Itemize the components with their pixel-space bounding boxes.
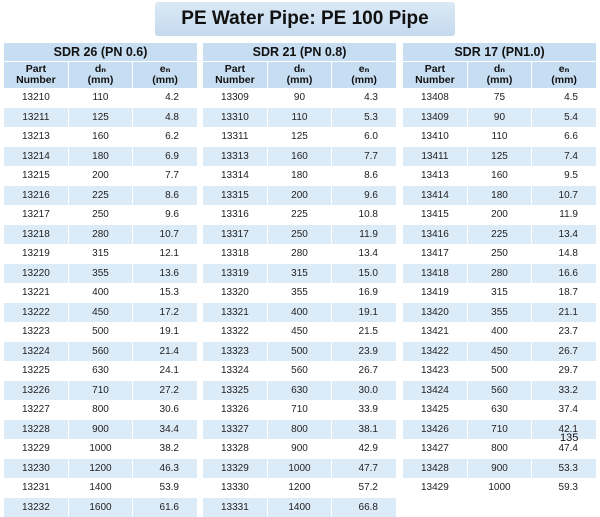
wall-thickness-cell: 30.6: [133, 400, 197, 420]
part-number-cell: 13323: [203, 342, 267, 362]
table-row: [403, 478, 596, 498]
part-number-cell: 13309: [203, 88, 267, 108]
outer-diameter-cell: 250: [267, 225, 331, 245]
outer-diameter-cell: 225: [68, 186, 132, 206]
outer-diameter-cell: 90: [467, 108, 531, 128]
outer-diameter-header: dₙ (mm): [467, 62, 531, 88]
part-number-cell: 13221: [4, 283, 68, 303]
wall-thickness-cell: 19.1: [133, 322, 197, 342]
wall-thickness-cell: 7.7: [332, 147, 396, 167]
table-row: [403, 186, 596, 206]
wall-thickness-cell: 21.4: [133, 342, 197, 362]
wall-thickness-cell: 18.7: [532, 283, 596, 303]
part-number-cell: 13418: [403, 264, 467, 284]
part-number-cell: 13214: [4, 147, 68, 167]
table-body: [203, 88, 396, 517]
table-header-row: [4, 62, 197, 88]
wall-thickness-cell: 46.3: [133, 459, 197, 479]
wall-thickness-cell: 53.3: [532, 459, 596, 479]
outer-diameter-cell: 1000: [467, 478, 531, 498]
table-row: [203, 225, 396, 245]
outer-diameter-cell: 125: [467, 147, 531, 167]
outer-diameter-cell: 450: [467, 342, 531, 362]
table-row: [203, 361, 396, 381]
table-header-row: [403, 62, 596, 88]
table-row: [403, 127, 596, 147]
part-number-cell: 13410: [403, 127, 467, 147]
outer-diameter-cell: 355: [267, 283, 331, 303]
part-number-cell: 13211: [4, 108, 68, 128]
outer-diameter-cell: 125: [267, 127, 331, 147]
table-row: [403, 342, 596, 362]
table-row: [403, 225, 596, 245]
wall-thickness-cell: 6.9: [133, 147, 197, 167]
outer-diameter-cell: 280: [68, 225, 132, 245]
pipe-table: [203, 62, 396, 517]
wall-thickness-cell: 53.9: [133, 478, 197, 498]
wall-thickness-cell: 8.6: [133, 186, 197, 206]
part-number-cell: 13328: [203, 439, 267, 459]
table-row: [203, 498, 396, 517]
wall-thickness-cell: 59.3: [532, 478, 596, 498]
page-title: PE Water Pipe: PE 100 Pipe: [155, 2, 455, 36]
outer-diameter-cell: 225: [267, 205, 331, 225]
part-number-cell: 13229: [4, 439, 68, 459]
outer-diameter-cell: 160: [68, 127, 132, 147]
table-row: [403, 283, 596, 303]
wall-thickness-cell: 8.6: [332, 166, 396, 186]
outer-diameter-cell: 560: [267, 361, 331, 381]
table-row: [403, 205, 596, 225]
part-number-cell: 13416: [403, 225, 467, 245]
part-number-cell: 13409: [403, 108, 467, 128]
outer-diameter-cell: 400: [467, 322, 531, 342]
wall-thickness-cell: 6.2: [133, 127, 197, 147]
outer-diameter-cell: 1600: [68, 498, 132, 517]
outer-diameter-cell: 710: [467, 420, 531, 440]
table-row: [203, 186, 396, 206]
table-row: [203, 400, 396, 420]
table-row: [4, 147, 197, 167]
part-number-cell: 13419: [403, 283, 467, 303]
table-row: [203, 108, 396, 128]
table-row: [4, 420, 197, 440]
part-number-cell: 13213: [4, 127, 68, 147]
wall-thickness-cell: 6.6: [532, 127, 596, 147]
table-row: [403, 244, 596, 264]
outer-diameter-header: dₙ (mm): [68, 62, 132, 88]
wall-thickness-cell: 26.7: [332, 361, 396, 381]
table-row: [203, 264, 396, 284]
part-number-cell: 13220: [4, 264, 68, 284]
wall-thickness-cell: 13.6: [133, 264, 197, 284]
table-row: [403, 400, 596, 420]
outer-diameter-cell: 280: [467, 264, 531, 284]
outer-diameter-cell: 1000: [68, 439, 132, 459]
wall-thickness-cell: 4.3: [332, 88, 396, 108]
wall-thickness-cell: 11.9: [332, 225, 396, 245]
table-row: [4, 303, 197, 323]
part-number-cell: 13324: [203, 361, 267, 381]
wall-thickness-cell: 5.4: [532, 108, 596, 128]
outer-diameter-cell: 250: [467, 244, 531, 264]
table-row: [4, 459, 197, 479]
table-row: [4, 381, 197, 401]
part-number-cell: 13426: [403, 420, 467, 440]
outer-diameter-cell: 710: [68, 381, 132, 401]
outer-diameter-cell: 125: [68, 108, 132, 128]
wall-thickness-cell: 47.7: [332, 459, 396, 479]
outer-diameter-cell: 355: [467, 303, 531, 323]
wall-thickness-cell: 9.6: [133, 205, 197, 225]
wall-thickness-cell: 14.8: [532, 244, 596, 264]
part-number-cell: 13417: [403, 244, 467, 264]
part-number-cell: 13415: [403, 205, 467, 225]
wall-thickness-cell: 11.9: [532, 205, 596, 225]
part-number-header: Part Number: [403, 62, 467, 88]
table-row: [203, 303, 396, 323]
outer-diameter-cell: 1000: [267, 459, 331, 479]
wall-thickness-cell: 23.7: [532, 322, 596, 342]
table-row: [203, 439, 396, 459]
table-row: [403, 381, 596, 401]
table-row: [4, 439, 197, 459]
table-row: [4, 108, 197, 128]
outer-diameter-cell: 400: [267, 303, 331, 323]
table-row: [403, 303, 596, 323]
outer-diameter-cell: 450: [267, 322, 331, 342]
table-row: [4, 225, 197, 245]
outer-diameter-cell: 180: [68, 147, 132, 167]
wall-thickness-cell: 15.3: [133, 283, 197, 303]
wall-thickness-cell: 10.8: [332, 205, 396, 225]
outer-diameter-cell: 500: [467, 361, 531, 381]
wall-thickness-cell: 16.9: [332, 283, 396, 303]
part-number-cell: 13310: [203, 108, 267, 128]
wall-thickness-cell: 10.7: [532, 186, 596, 206]
table-row: [4, 127, 197, 147]
wall-thickness-cell: 42.9: [332, 439, 396, 459]
wall-thickness-header: eₙ (mm): [133, 62, 197, 88]
outer-diameter-cell: 800: [467, 439, 531, 459]
outer-diameter-cell: 500: [68, 322, 132, 342]
part-number-cell: 13230: [4, 459, 68, 479]
wall-thickness-cell: 12.1: [133, 244, 197, 264]
table-panel-sdr17: [403, 43, 596, 498]
outer-diameter-cell: 450: [68, 303, 132, 323]
part-number-cell: 13316: [203, 205, 267, 225]
table-body: [4, 88, 197, 517]
wall-thickness-cell: 34.4: [133, 420, 197, 440]
outer-diameter-cell: 900: [68, 420, 132, 440]
table-row: [203, 283, 396, 303]
wall-thickness-cell: 4.2: [133, 88, 197, 108]
part-number-cell: 13420: [403, 303, 467, 323]
outer-diameter-cell: 800: [267, 420, 331, 440]
table-row: [203, 381, 396, 401]
part-number-cell: 13231: [4, 478, 68, 498]
wall-thickness-cell: 6.0: [332, 127, 396, 147]
wall-thickness-cell: 17.2: [133, 303, 197, 323]
outer-diameter-cell: 710: [267, 400, 331, 420]
table-heading: SDR 26 (PN 0.6): [4, 43, 197, 62]
part-number-cell: 13321: [203, 303, 267, 323]
wall-thickness-cell: 9.5: [532, 166, 596, 186]
table-row: [203, 478, 396, 498]
part-number-cell: 13421: [403, 322, 467, 342]
part-number-cell: 13331: [203, 498, 267, 517]
part-number-cell: 13429: [403, 478, 467, 498]
table-row: [403, 361, 596, 381]
part-number-cell: 13215: [4, 166, 68, 186]
outer-diameter-cell: 630: [267, 381, 331, 401]
table-row: [403, 166, 596, 186]
outer-diameter-cell: 160: [467, 166, 531, 186]
part-number-cell: 13411: [403, 147, 467, 167]
part-number-cell: 13424: [403, 381, 467, 401]
wall-thickness-cell: 33.2: [532, 381, 596, 401]
outer-diameter-cell: 800: [68, 400, 132, 420]
table-heading: SDR 17 (PN1.0): [403, 43, 596, 62]
part-number-cell: 13225: [4, 361, 68, 381]
outer-diameter-cell: 90: [267, 88, 331, 108]
page-number: 135: [560, 432, 578, 444]
part-number-cell: 13428: [403, 459, 467, 479]
wall-thickness-cell: 10.7: [133, 225, 197, 245]
table-heading: SDR 21 (PN 0.8): [203, 43, 396, 62]
part-number-cell: 13219: [4, 244, 68, 264]
part-number-cell: 13224: [4, 342, 68, 362]
part-number-cell: 13322: [203, 322, 267, 342]
part-number-cell: 13226: [4, 381, 68, 401]
outer-diameter-cell: 315: [267, 264, 331, 284]
wall-thickness-cell: 21.1: [532, 303, 596, 323]
wall-thickness-cell: 30.0: [332, 381, 396, 401]
wall-thickness-cell: 42.1: [532, 420, 596, 440]
part-number-cell: 13327: [203, 420, 267, 440]
outer-diameter-header: dₙ (mm): [267, 62, 331, 88]
part-number-cell: 13320: [203, 283, 267, 303]
part-number-header: Part Number: [203, 62, 267, 88]
outer-diameter-cell: 315: [467, 283, 531, 303]
table-row: [4, 88, 197, 108]
wall-thickness-header: eₙ (mm): [332, 62, 396, 88]
outer-diameter-cell: 200: [467, 205, 531, 225]
table-row: [403, 108, 596, 128]
table-panel-sdr26: [4, 43, 197, 517]
table-row: [403, 147, 596, 167]
part-number-cell: 13414: [403, 186, 467, 206]
part-number-cell: 13425: [403, 400, 467, 420]
table-row: [203, 88, 396, 108]
part-number-cell: 13227: [4, 400, 68, 420]
table-row: [4, 400, 197, 420]
part-number-cell: 13216: [4, 186, 68, 206]
outer-diameter-cell: 225: [467, 225, 531, 245]
part-number-cell: 13311: [203, 127, 267, 147]
table-row: [203, 244, 396, 264]
part-number-cell: 13210: [4, 88, 68, 108]
wall-thickness-cell: 4.8: [133, 108, 197, 128]
outer-diameter-cell: 630: [467, 400, 531, 420]
table-row: [403, 88, 596, 108]
table-row: [4, 166, 197, 186]
part-number-cell: 13222: [4, 303, 68, 323]
wall-thickness-cell: 23.9: [332, 342, 396, 362]
outer-diameter-cell: 630: [68, 361, 132, 381]
outer-diameter-cell: 200: [267, 186, 331, 206]
outer-diameter-cell: 900: [467, 459, 531, 479]
wall-thickness-cell: 61.6: [133, 498, 197, 517]
wall-thickness-cell: 7.7: [133, 166, 197, 186]
table-row: [403, 264, 596, 284]
outer-diameter-cell: 900: [267, 439, 331, 459]
table-row: [4, 342, 197, 362]
outer-diameter-cell: 250: [68, 205, 132, 225]
wall-thickness-cell: 9.6: [332, 186, 396, 206]
part-number-cell: 13218: [4, 225, 68, 245]
outer-diameter-cell: 400: [68, 283, 132, 303]
part-number-cell: 13315: [203, 186, 267, 206]
outer-diameter-cell: 1200: [267, 478, 331, 498]
part-number-cell: 13232: [4, 498, 68, 517]
table-header-row: [203, 62, 396, 88]
outer-diameter-cell: 315: [68, 244, 132, 264]
table-row: [203, 342, 396, 362]
table-row: [4, 205, 197, 225]
wall-thickness-cell: 21.5: [332, 322, 396, 342]
table-row: [4, 478, 197, 498]
outer-diameter-cell: 280: [267, 244, 331, 264]
wall-thickness-cell: 16.6: [532, 264, 596, 284]
wall-thickness-cell: 13.4: [532, 225, 596, 245]
wall-thickness-header: eₙ (mm): [532, 62, 596, 88]
wall-thickness-cell: 33.9: [332, 400, 396, 420]
part-number-cell: 13413: [403, 166, 467, 186]
outer-diameter-cell: 110: [68, 88, 132, 108]
outer-diameter-cell: 1200: [68, 459, 132, 479]
table-row: [203, 459, 396, 479]
part-number-cell: 13217: [4, 205, 68, 225]
wall-thickness-cell: 37.4: [532, 400, 596, 420]
part-number-cell: 13228: [4, 420, 68, 440]
wall-thickness-cell: 24.1: [133, 361, 197, 381]
part-number-cell: 13423: [403, 361, 467, 381]
outer-diameter-cell: 560: [68, 342, 132, 362]
table-row: [4, 283, 197, 303]
outer-diameter-cell: 180: [267, 166, 331, 186]
table-row: [403, 459, 596, 479]
table-row: [403, 322, 596, 342]
part-number-cell: 13319: [203, 264, 267, 284]
table-row: [203, 322, 396, 342]
outer-diameter-cell: 200: [68, 166, 132, 186]
table-row: [4, 186, 197, 206]
part-number-cell: 13422: [403, 342, 467, 362]
outer-diameter-cell: 160: [267, 147, 331, 167]
outer-diameter-cell: 1400: [267, 498, 331, 517]
wall-thickness-cell: 19.1: [332, 303, 396, 323]
table-row: [203, 420, 396, 440]
table-row: [4, 322, 197, 342]
part-number-cell: 13317: [203, 225, 267, 245]
outer-diameter-cell: 500: [267, 342, 331, 362]
wall-thickness-cell: 15.0: [332, 264, 396, 284]
outer-diameter-cell: 110: [267, 108, 331, 128]
table-row: [4, 498, 197, 517]
part-number-cell: 13329: [203, 459, 267, 479]
outer-diameter-cell: 560: [467, 381, 531, 401]
table-row: [203, 166, 396, 186]
table-row: [203, 127, 396, 147]
wall-thickness-cell: 29.7: [532, 361, 596, 381]
part-number-cell: 13313: [203, 147, 267, 167]
wall-thickness-cell: 38.1: [332, 420, 396, 440]
outer-diameter-cell: 1400: [68, 478, 132, 498]
wall-thickness-cell: 26.7: [532, 342, 596, 362]
part-number-cell: 13330: [203, 478, 267, 498]
wall-thickness-cell: 27.2: [133, 381, 197, 401]
part-number-cell: 13427: [403, 439, 467, 459]
table-row: [4, 244, 197, 264]
outer-diameter-cell: 180: [467, 186, 531, 206]
outer-diameter-cell: 75: [467, 88, 531, 108]
part-number-cell: 13326: [203, 400, 267, 420]
wall-thickness-cell: 47.4: [532, 439, 596, 459]
wall-thickness-cell: 7.4: [532, 147, 596, 167]
part-number-cell: 13325: [203, 381, 267, 401]
table-row: [203, 205, 396, 225]
part-number-cell: 13318: [203, 244, 267, 264]
part-number-cell: 13314: [203, 166, 267, 186]
wall-thickness-cell: 38.2: [133, 439, 197, 459]
part-number-header: Part Number: [4, 62, 68, 88]
table-row: [203, 147, 396, 167]
table-row: [4, 264, 197, 284]
wall-thickness-cell: 5.3: [332, 108, 396, 128]
wall-thickness-cell: 66.8: [332, 498, 396, 517]
table-panel-sdr21: [203, 43, 396, 517]
part-number-cell: 13408: [403, 88, 467, 108]
outer-diameter-cell: 355: [68, 264, 132, 284]
table-row: [4, 361, 197, 381]
wall-thickness-cell: 57.2: [332, 478, 396, 498]
wall-thickness-cell: 4.5: [532, 88, 596, 108]
outer-diameter-cell: 110: [467, 127, 531, 147]
wall-thickness-cell: 13.4: [332, 244, 396, 264]
pipe-table: [4, 62, 197, 517]
part-number-cell: 13223: [4, 322, 68, 342]
